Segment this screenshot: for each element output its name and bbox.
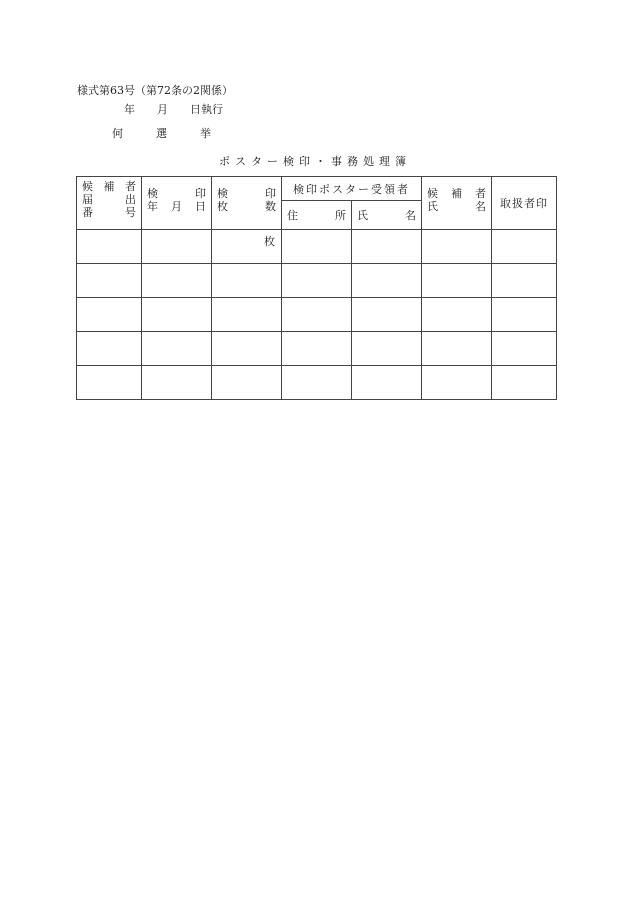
header-recipient-name: 氏 名 [352,201,422,230]
cell [212,298,282,332]
cell [352,230,422,264]
header-candidate-name: 候 補 者 氏 名 [422,177,492,230]
header-candidate-number: 候 補 者 届 出 番 号 [77,177,142,230]
cell [492,298,557,332]
cell [142,366,212,400]
cell [77,230,142,264]
cell [422,332,492,366]
cell [77,366,142,400]
table-row [77,298,557,332]
table-row [77,230,557,264]
cell [142,332,212,366]
cell [492,230,557,264]
cell [352,366,422,400]
cell [352,264,422,298]
cell [212,366,282,400]
form-number: 様式第63号（第72条の2関係） [77,84,233,97]
cell [142,298,212,332]
cell [142,230,212,264]
cell [212,264,282,298]
cell [282,366,352,400]
cell [492,332,557,366]
header-recipient-address: 住 所 [282,201,352,230]
table-row [77,366,557,400]
cell [422,366,492,400]
cell [142,264,212,298]
cell [422,264,492,298]
cell [77,264,142,298]
cell [422,230,492,264]
cell [492,366,557,400]
cell [352,332,422,366]
cell [282,230,352,264]
cell [282,298,352,332]
cell-count [212,230,282,264]
header-handler-seal: 取扱者印 [492,177,557,230]
count-unit: 枚 [264,235,275,248]
election-name-line: 何 選 挙 [112,127,211,140]
execution-date-line: 年 月 日執行 [124,103,223,116]
cell [212,332,282,366]
cell [492,264,557,298]
cell [77,298,142,332]
header-stamp-count: 検 印 枚 数 [212,177,282,230]
cell [352,298,422,332]
table-row [77,332,557,366]
header-recipient-group: 検印ポスター受領者 [282,177,422,201]
cell [282,332,352,366]
cell [282,264,352,298]
table-row [77,264,557,298]
document-title: ポスター検印・事務処理簿 [219,155,411,168]
cell [77,332,142,366]
header-stamp-date: 検 印 年 月 日 [142,177,212,230]
poster-stamp-ledger-table [76,176,557,400]
cell [422,298,492,332]
